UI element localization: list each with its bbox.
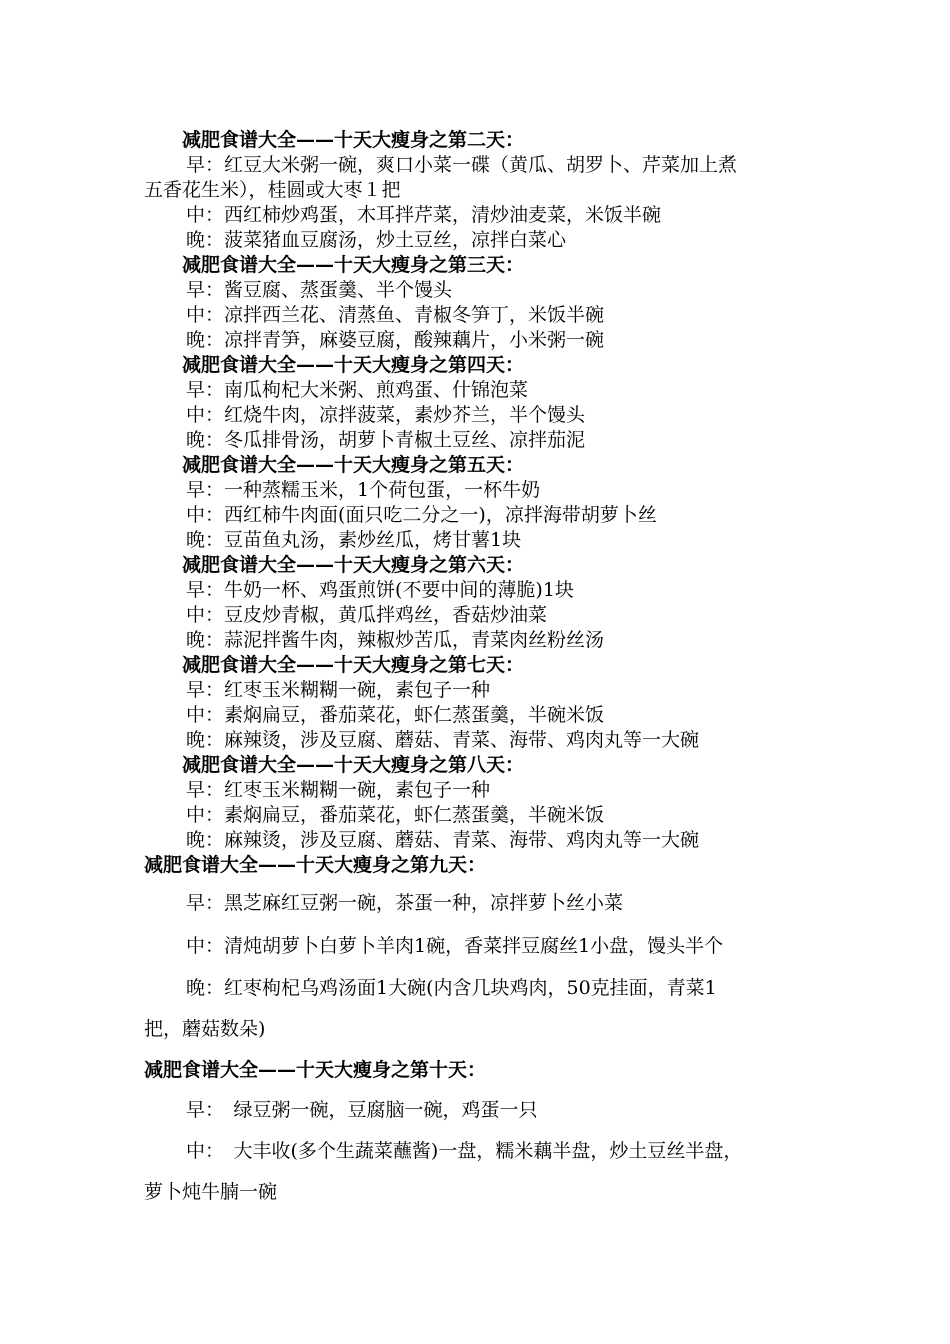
day2-breakfast: 早：红豆大米粥一碗，爽口小菜一碟（黄瓜、胡罗卜、芹菜加上煮 (186, 154, 738, 176)
day8-breakfast: 早：红枣玉米糊糊一碗，素包子一种 (186, 779, 491, 801)
day7-breakfast: 早：红枣玉米糊糊一碗，素包子一种 (186, 679, 491, 701)
day3-breakfast: 早：酱豆腐、蒸蛋羹、半个馒头 (186, 279, 453, 301)
day8-lunch: 中：素焖扁豆，番茄菜花，虾仁蒸蛋羹，半碗米饭 (186, 804, 605, 826)
day10-lunch-cont: 萝卜炖牛腩一碗 (144, 1181, 278, 1203)
day8-heading: 减肥食谱大全——十天大瘦身之第八天： (182, 754, 525, 776)
day9-lunch: 中：清炖胡萝卜白萝卜羊肉1碗，香菜拌豆腐丝1小盘，馒头半个 (186, 935, 724, 957)
day10-heading: 减肥食谱大全——十天大瘦身之第十天： (144, 1059, 487, 1081)
day6-dinner: 晚：蒜泥拌酱牛肉，辣椒炒苦瓜，青菜肉丝粉丝汤 (186, 629, 605, 651)
day3-lunch: 中：凉拌西兰花、清蒸鱼、青椒冬笋丁，米饭半碗 (186, 304, 605, 326)
day5-dinner: 晚：豆苗鱼丸汤，素炒丝瓜，烤甘薯1块 (186, 529, 522, 551)
day7-lunch: 中：素焖扁豆，番茄菜花，虾仁蒸蛋羹，半碗米饭 (186, 704, 605, 726)
day5-heading: 减肥食谱大全——十天大瘦身之第五天： (182, 454, 525, 476)
day5-breakfast: 早：一种蒸糯玉米，1个荷包蛋，一杯牛奶 (186, 479, 541, 501)
day4-dinner: 晚：冬瓜排骨汤，胡萝卜青椒土豆丝、凉拌茄泥 (186, 429, 586, 451)
day6-breakfast: 早：牛奶一杯、鸡蛋煎饼(不要中间的薄脆)1块 (186, 579, 574, 601)
day9-dinner: 晚：红枣枸杞乌鸡汤面1大碗(内含几块鸡肉，50克挂面，青菜1 (186, 977, 717, 999)
day10-breakfast: 早： 绿豆粥一碗，豆腐脑一碗，鸡蛋一只 (186, 1099, 538, 1121)
day6-lunch: 中：豆皮炒青椒，黄瓜拌鸡丝，香菇炒油菜 (186, 604, 548, 626)
day8-dinner: 晚：麻辣烫，涉及豆腐、蘑菇、青菜、海带、鸡肉丸等一大碗 (186, 829, 700, 851)
day4-heading: 减肥食谱大全——十天大瘦身之第四天： (182, 354, 525, 376)
day9-heading: 减肥食谱大全——十天大瘦身之第九天： (144, 854, 487, 876)
day4-lunch: 中：红烧牛肉，凉拌菠菜，素炒芥兰，半个馒头 (186, 404, 586, 426)
day2-lunch: 中：西红柿炒鸡蛋，木耳拌芹菜，清炒油麦菜，米饭半碗 (186, 204, 662, 226)
day3-heading: 减肥食谱大全——十天大瘦身之第三天： (182, 254, 525, 276)
day9-dinner-cont: 把，蘑菇数朵) (144, 1018, 266, 1040)
day7-heading: 减肥食谱大全——十天大瘦身之第七天： (182, 654, 525, 676)
day10-lunch: 中： 大丰收(多个生蔬菜蘸酱)一盘，糯米藕半盘，炒土豆丝半盘， (186, 1140, 743, 1162)
day2-heading: 减肥食谱大全——十天大瘦身之第二天： (182, 129, 525, 151)
day2-breakfast-cont: 五香花生米），桂圆或大枣１把 (144, 179, 401, 201)
day4-breakfast: 早：南瓜枸杞大米粥、煎鸡蛋、什锦泡菜 (186, 379, 529, 401)
day5-lunch: 中：西红柿牛肉面(面只吃二分之一)，凉拌海带胡萝卜丝 (186, 504, 657, 526)
day7-dinner: 晚：麻辣烫，涉及豆腐、蘑菇、青菜、海带、鸡肉丸等一大碗 (186, 729, 700, 751)
day6-heading: 减肥食谱大全——十天大瘦身之第六天： (182, 554, 525, 576)
day3-dinner: 晚：凉拌青笋，麻婆豆腐，酸辣藕片，小米粥一碗 (186, 329, 605, 351)
day9-breakfast: 早：黑芝麻红豆粥一碗，茶蛋一种，凉拌萝卜丝小菜 (186, 892, 624, 914)
day2-dinner: 晚：菠菜猪血豆腐汤，炒土豆丝，凉拌白菜心 (186, 229, 567, 251)
